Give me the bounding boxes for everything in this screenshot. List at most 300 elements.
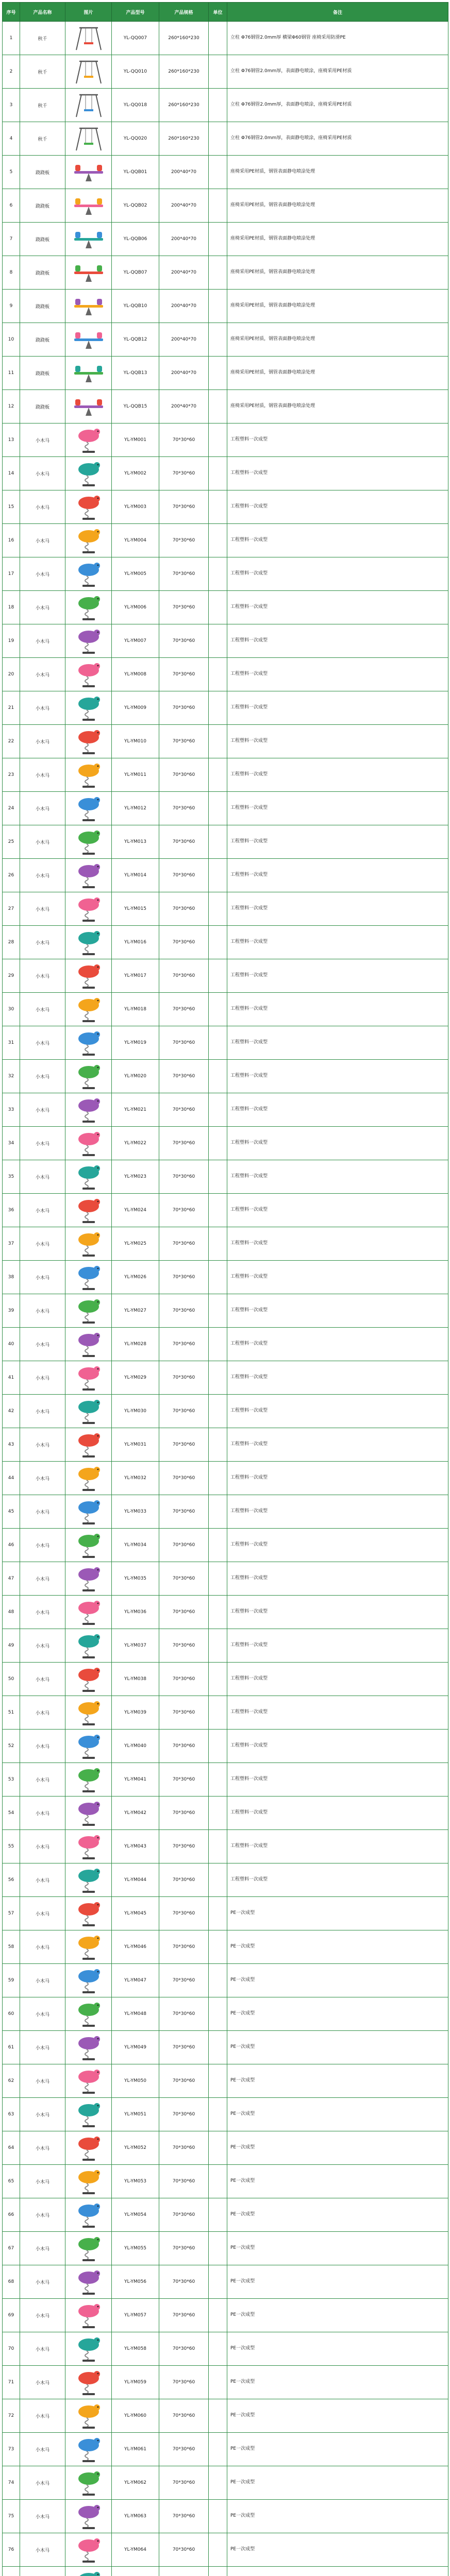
row-no: 39 [3, 1294, 20, 1328]
spring-rider-icon [74, 2101, 103, 2128]
row-model: YL-YM043 [112, 1830, 159, 1863]
row-note: 立柱 Φ76钢管2.0mm厚，表面静电喷涂，座椅采用PE材质 [227, 89, 448, 122]
row-unit [209, 1763, 227, 1797]
row-name: 小木马 [20, 1160, 65, 1194]
row-unit [209, 1060, 227, 1093]
row-size: 70*30*60 [159, 1663, 209, 1696]
row-note: 工程塑料一次成型 [227, 1261, 448, 1294]
row-name: 小木马 [20, 1930, 65, 1964]
row-unit [209, 1562, 227, 1596]
row-unit [209, 758, 227, 792]
row-no: 6 [3, 189, 20, 223]
row-name: 小木马 [20, 2064, 65, 2098]
table-row [3, 1596, 448, 1629]
row-image [65, 624, 112, 658]
spring-rider-icon [74, 795, 103, 822]
row-unit [209, 2533, 227, 2567]
table-row [3, 725, 448, 758]
row-no: 20 [3, 658, 20, 691]
row-note: 工程塑料一次成型 [227, 1529, 448, 1562]
row-no: 68 [3, 2265, 20, 2299]
row-no: 55 [3, 1830, 20, 1863]
spring-rider-icon [74, 527, 103, 554]
spring-rider-icon [74, 1934, 103, 1960]
row-note: 座椅采用PE材质，钢管表面静电喷涂处理 [227, 256, 448, 290]
row-no: 66 [3, 2198, 20, 2232]
table-row [3, 1997, 448, 2031]
row-image [65, 993, 112, 1026]
table-row [3, 1897, 448, 1930]
spring-rider-icon [74, 1264, 103, 1291]
table-row [3, 1361, 448, 1395]
row-size: 70*30*60 [159, 2031, 209, 2064]
spring-rider-icon [74, 929, 103, 956]
row-no: 42 [3, 1395, 20, 1428]
row-name: 小木马 [20, 2366, 65, 2399]
header-name: 产品名称 [20, 3, 65, 22]
table-row [3, 1830, 448, 1863]
table-row [3, 557, 448, 591]
table-row [3, 2399, 448, 2433]
row-name: 小木马 [20, 1428, 65, 1462]
row-note: PE一次成型 [227, 2299, 448, 2332]
spring-rider-icon [74, 1230, 103, 1257]
row-name: 小木马 [20, 1663, 65, 1696]
table-row [3, 2232, 448, 2265]
row-model: YL-YM055 [112, 2232, 159, 2265]
row-model: YL-YM004 [112, 524, 159, 557]
row-size: 70*30*60 [159, 524, 209, 557]
row-image [65, 2332, 112, 2366]
row-name: 小木马 [20, 2399, 65, 2433]
row-model: YL-YM009 [112, 691, 159, 725]
row-name: 小木马 [20, 658, 65, 691]
row-note: PE一次成型 [227, 1897, 448, 1930]
header-unit: 单位 [209, 3, 227, 22]
row-unit [209, 323, 227, 357]
row-name: 秋千 [20, 89, 65, 122]
row-note: 工程塑料一次成型 [227, 892, 448, 926]
row-image [65, 323, 112, 357]
row-note: 座椅采用PE材质，钢管表面静电喷涂处理 [227, 156, 448, 189]
row-model: YL-YM032 [112, 1462, 159, 1495]
row-unit [209, 2500, 227, 2533]
row-model: YL-YM017 [112, 959, 159, 993]
row-note: 工程塑料一次成型 [227, 1663, 448, 1696]
row-no: 63 [3, 2098, 20, 2131]
row-model: YL-QQ010 [112, 55, 159, 89]
row-image [65, 1160, 112, 1194]
table-row [3, 223, 448, 256]
table-row [3, 1696, 448, 1730]
row-unit [209, 55, 227, 89]
row-model: YL-YM059 [112, 2366, 159, 2399]
row-model: YL-QQ018 [112, 89, 159, 122]
row-no: 19 [3, 624, 20, 658]
row-unit [209, 1428, 227, 1462]
row-note: 工程塑料一次成型 [227, 1730, 448, 1763]
row-unit [209, 1294, 227, 1328]
row-no: 31 [3, 1026, 20, 1060]
row-image [65, 1629, 112, 1663]
row-image [65, 1261, 112, 1294]
row-image [65, 156, 112, 189]
row-unit [209, 2165, 227, 2198]
row-name [20, 2567, 65, 2576]
row-size: 70*30*60 [159, 725, 209, 758]
row-image [65, 825, 112, 859]
row-name: 小木马 [20, 2031, 65, 2064]
row-image [65, 1964, 112, 1997]
row-no: 71 [3, 2366, 20, 2399]
row-no: 13 [3, 423, 20, 457]
row-name: 小木马 [20, 2098, 65, 2131]
table-row [3, 624, 448, 658]
spring-rider-icon [74, 1498, 103, 1525]
spring-rider-icon [74, 1666, 103, 1692]
row-note: 工程塑料一次成型 [227, 1227, 448, 1261]
row-unit [209, 1194, 227, 1227]
row-name: 小木马 [20, 859, 65, 892]
row-unit [209, 1495, 227, 1529]
row-no: 4 [3, 122, 20, 156]
row-size: 70*30*60 [159, 1797, 209, 1830]
table-row [3, 1026, 448, 1060]
table-row [3, 1930, 448, 1964]
row-name: 秋千 [20, 122, 65, 156]
row-unit [209, 658, 227, 691]
row-model: YL-YM060 [112, 2399, 159, 2433]
row-size: 70*30*60 [159, 758, 209, 792]
row-model: YL-YM026 [112, 1261, 159, 1294]
table-row [3, 1093, 448, 1127]
row-size: 70*30*60 [159, 1160, 209, 1194]
row-note: PE一次成型 [227, 2399, 448, 2433]
spring-rider-icon [74, 1800, 103, 1826]
row-image [65, 390, 112, 423]
row-note: 工程塑料一次成型 [227, 457, 448, 490]
row-image [65, 658, 112, 691]
row-size: 70*30*60 [159, 892, 209, 926]
row-name: 小木马 [20, 557, 65, 591]
row-image [65, 1127, 112, 1160]
row-no: 52 [3, 1730, 20, 1763]
row-size: 70*30*60 [159, 1495, 209, 1529]
row-name: 秋千 [20, 22, 65, 55]
row-image [65, 1294, 112, 1328]
row-unit [209, 2332, 227, 2366]
table-row [3, 1227, 448, 1261]
row-note: PE一次成型 [227, 2165, 448, 2198]
row-model: YL-YM045 [112, 1897, 159, 1930]
row-no: 53 [3, 1763, 20, 1797]
row-note: 工程塑料一次成型 [227, 1428, 448, 1462]
row-image [65, 55, 112, 89]
table-row [3, 490, 448, 524]
row-size: 70*30*60 [159, 557, 209, 591]
row-model: YL-YM042 [112, 1797, 159, 1830]
row-size: 70*30*60 [159, 2366, 209, 2399]
row-note: 工程塑料一次成型 [227, 1696, 448, 1730]
row-model: YL-YM022 [112, 1127, 159, 1160]
row-note: 座椅采用PE材质，钢管表面静电喷涂处理 [227, 390, 448, 423]
row-name: 小木马 [20, 725, 65, 758]
row-size: 200*40*70 [159, 156, 209, 189]
row-size: 260*160*230 [159, 55, 209, 89]
row-model: YL-YM035 [112, 1562, 159, 1596]
row-note: 立柱 Φ76钢管2.0mm厚，表面静电喷涂，座椅采用PE材质 [227, 55, 448, 89]
row-size: 70*30*60 [159, 1462, 209, 1495]
row-name: 小木马 [20, 423, 65, 457]
row-size: 70*30*60 [159, 1227, 209, 1261]
row-image [65, 792, 112, 825]
row-note: PE一次成型 [227, 2433, 448, 2466]
row-name: 小木马 [20, 1127, 65, 1160]
row-no: 58 [3, 1930, 20, 1964]
row-unit [209, 1629, 227, 1663]
row-size: 70*30*60 [159, 1562, 209, 1596]
row-no: 23 [3, 758, 20, 792]
row-size: 70*30*60 [159, 2466, 209, 2500]
spring-rider-icon [74, 2302, 103, 2329]
row-name: 小木马 [20, 2433, 65, 2466]
row-size: 70*30*60 [159, 2098, 209, 2131]
row-no: 27 [3, 892, 20, 926]
table-row [3, 2064, 448, 2098]
row-name: 小木马 [20, 1763, 65, 1797]
row-note [227, 2567, 448, 2576]
row-unit [209, 2098, 227, 2131]
seesaw-icon [72, 194, 105, 217]
row-size: 70*30*60 [159, 423, 209, 457]
seesaw-icon [72, 228, 105, 250]
row-name: 小木马 [20, 1495, 65, 1529]
row-no: 67 [3, 2232, 20, 2265]
row-name: 小木马 [20, 792, 65, 825]
row-model: YL-YM048 [112, 1997, 159, 2031]
spring-rider-icon [74, 962, 103, 989]
row-note: PE一次成型 [227, 2533, 448, 2567]
header-no: 序号 [3, 3, 20, 22]
row-no: 50 [3, 1663, 20, 1696]
row-size: 70*30*60 [159, 1863, 209, 1897]
table-row [3, 290, 448, 323]
row-unit [209, 725, 227, 758]
row-size: 70*30*60 [159, 1696, 209, 1730]
row-size: 70*30*60 [159, 859, 209, 892]
row-name: 跷跷板 [20, 357, 65, 390]
spring-rider-icon [74, 895, 103, 922]
spring-rider-icon [74, 1197, 103, 1224]
row-image [65, 1930, 112, 1964]
spring-rider-icon [74, 1130, 103, 1157]
row-no: 49 [3, 1629, 20, 1663]
row-model: YL-YM001 [112, 423, 159, 457]
row-note: 座椅采用PE材质，钢管表面静电喷涂处理 [227, 290, 448, 323]
row-note: 工程塑料一次成型 [227, 1863, 448, 1897]
row-name: 小木马 [20, 1361, 65, 1395]
table-row [3, 1495, 448, 1529]
row-no: 44 [3, 1462, 20, 1495]
row-size: 70*30*60 [159, 2265, 209, 2299]
row-image [65, 1897, 112, 1930]
row-size: 70*30*60 [159, 2433, 209, 2466]
row-model: YL-YM056 [112, 2265, 159, 2299]
table-row [3, 2567, 448, 2576]
row-unit [209, 357, 227, 390]
table-row [3, 1730, 448, 1763]
row-model: YL-YM054 [112, 2198, 159, 2232]
row-note: PE一次成型 [227, 1997, 448, 2031]
row-note: 座椅采用PE材质，钢管表面静电喷涂处理 [227, 189, 448, 223]
row-size: 70*30*60 [159, 825, 209, 859]
row-name: 小木马 [20, 2131, 65, 2165]
row-image [65, 959, 112, 993]
row-note: PE一次成型 [227, 2198, 448, 2232]
row-name: 小木马 [20, 2232, 65, 2265]
row-note: 工程塑料一次成型 [227, 524, 448, 557]
seesaw-icon [72, 295, 105, 317]
table-row [3, 2265, 448, 2299]
row-note: 工程塑料一次成型 [227, 1093, 448, 1127]
row-model: YL-YM003 [112, 490, 159, 524]
row-unit [209, 859, 227, 892]
row-size: 70*30*60 [159, 1763, 209, 1797]
row-name: 小木马 [20, 1093, 65, 1127]
table-row [3, 1060, 448, 1093]
row-name: 跷跷板 [20, 290, 65, 323]
row-unit [209, 825, 227, 859]
row-image [65, 2165, 112, 2198]
row-image [65, 859, 112, 892]
row-model: YL-YM064 [112, 2533, 159, 2567]
row-size: 260*160*230 [159, 89, 209, 122]
spring-rider-icon [74, 460, 103, 487]
row-image [65, 423, 112, 457]
table-row [3, 2366, 448, 2399]
row-no: 16 [3, 524, 20, 557]
row-no: 73 [3, 2433, 20, 2466]
row-note: 工程塑料一次成型 [227, 993, 448, 1026]
row-size: 70*30*60 [159, 2299, 209, 2332]
row-unit [209, 423, 227, 457]
row-model: YL-YM011 [112, 758, 159, 792]
spring-rider-icon [74, 1063, 103, 1090]
swing-icon [72, 25, 105, 51]
row-unit [209, 1160, 227, 1194]
row-note: 工程塑料一次成型 [227, 859, 448, 892]
spring-rider-icon [74, 1029, 103, 1056]
row-name: 小木马 [20, 959, 65, 993]
table-row [3, 1663, 448, 1696]
table-row [3, 1964, 448, 1997]
row-image [65, 691, 112, 725]
row-unit [209, 1696, 227, 1730]
row-image [65, 357, 112, 390]
row-unit [209, 2131, 227, 2165]
row-no: 69 [3, 2299, 20, 2332]
row-no: 76 [3, 2533, 20, 2567]
row-name: 跷跷板 [20, 323, 65, 357]
header-model: 产品型号 [112, 3, 159, 22]
spring-rider-icon [74, 2201, 103, 2228]
row-model: YL-YM033 [112, 1495, 159, 1529]
row-size: 70*30*60 [159, 993, 209, 1026]
table-row [3, 1395, 448, 1428]
table-row [3, 1328, 448, 1361]
row-note: PE一次成型 [227, 2031, 448, 2064]
row-name: 小木马 [20, 1797, 65, 1830]
table-row [3, 1462, 448, 1495]
row-note: PE一次成型 [227, 2466, 448, 2500]
row-unit [209, 557, 227, 591]
spring-rider-icon [74, 2436, 103, 2463]
row-unit [209, 1395, 227, 1428]
row-unit [209, 926, 227, 959]
row-image [65, 223, 112, 256]
row-model: YL-QQB13 [112, 357, 159, 390]
row-name: 小木马 [20, 1395, 65, 1428]
row-note: 工程塑料一次成型 [227, 1797, 448, 1830]
row-unit [209, 390, 227, 423]
row-size: 260*160*230 [159, 22, 209, 55]
row-no: 10 [3, 323, 20, 357]
row-size: 70*30*60 [159, 1930, 209, 1964]
row-no: 38 [3, 1261, 20, 1294]
row-unit [209, 2064, 227, 2098]
table-row [3, 2533, 448, 2567]
row-unit [209, 2031, 227, 2064]
row-image [65, 1194, 112, 1227]
row-note: 工程塑料一次成型 [227, 1763, 448, 1797]
swing-icon [72, 126, 105, 151]
row-no: 8 [3, 256, 20, 290]
row-image [65, 1797, 112, 1830]
table-row [3, 22, 448, 55]
row-model: YL-YM002 [112, 457, 159, 490]
row-no: 57 [3, 1897, 20, 1930]
row-image [65, 1730, 112, 1763]
row-unit [209, 2299, 227, 2332]
table-row [3, 2433, 448, 2466]
row-size: 70*30*60 [159, 1897, 209, 1930]
row-no: 75 [3, 2500, 20, 2533]
spring-rider-icon [74, 2536, 103, 2563]
row-note: 工程塑料一次成型 [227, 1830, 448, 1863]
row-no: 17 [3, 557, 20, 591]
table-row [3, 1194, 448, 1227]
table-row [3, 1562, 448, 1596]
row-note: 工程塑料一次成型 [227, 926, 448, 959]
row-name: 小木马 [20, 2265, 65, 2299]
row-unit [209, 490, 227, 524]
row-size: 70*30*60 [159, 1026, 209, 1060]
spring-rider-icon [74, 494, 103, 520]
row-no: 3 [3, 89, 20, 122]
row-size: 70*30*60 [159, 1629, 209, 1663]
row-unit [209, 1026, 227, 1060]
row-size: 70*30*60 [159, 1830, 209, 1863]
spring-rider-icon [74, 694, 103, 721]
table-row [3, 122, 448, 156]
table-row [3, 959, 448, 993]
table-row [3, 1127, 448, 1160]
row-size: 70*30*60 [159, 2131, 209, 2165]
seesaw-icon [72, 261, 105, 284]
row-unit [209, 22, 227, 55]
row-model: YL-YM050 [112, 2064, 159, 2098]
table-row [3, 423, 448, 457]
